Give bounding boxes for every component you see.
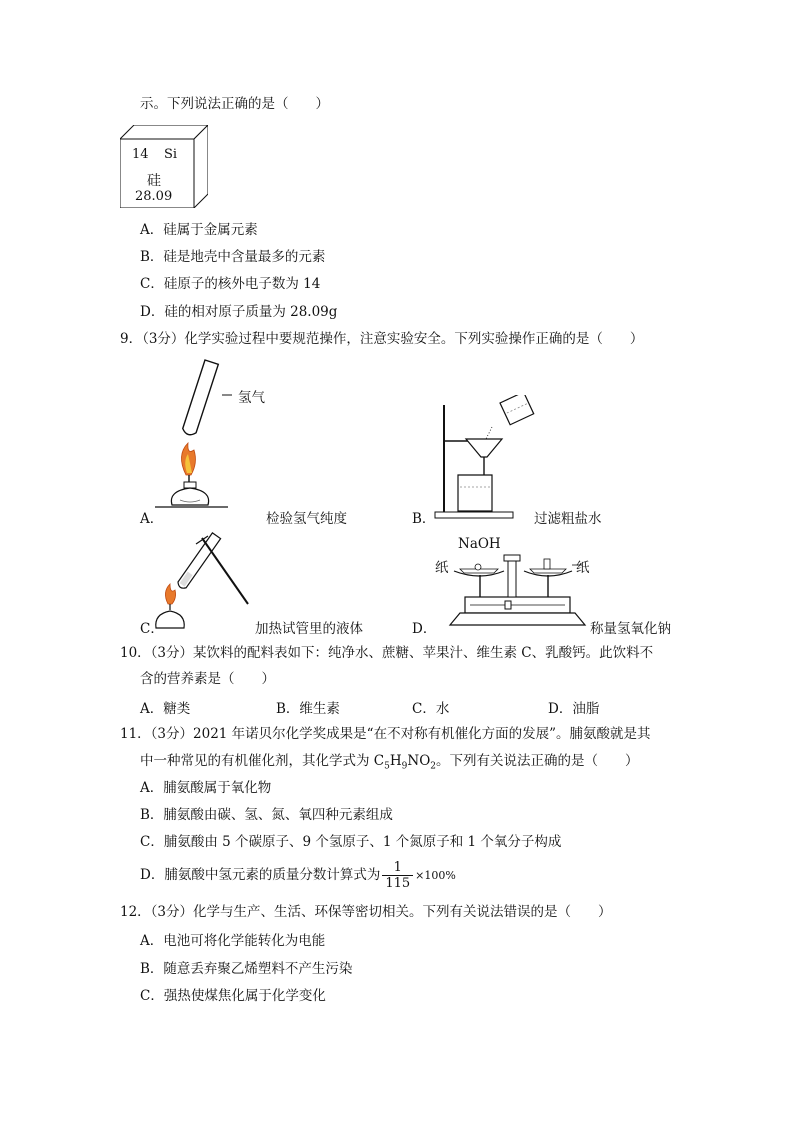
filtration-illustration — [430, 395, 540, 520]
q10-stem-line1: 10．（3分）某饮料的配料表如下：纯净水、蔗糖、苹果汁、维生素 C、乳酸钙。此饮料不 — [120, 645, 654, 661]
q10-stem-line2: 含的营养素是（ ） — [140, 671, 275, 687]
q11-stem-line1: 11．（3分）2021 年诺贝尔化学奖成果是“在不对称有机催化方面的发展”。脯氨酸就是其 — [120, 726, 651, 742]
q9-option-d-letter: D． — [412, 621, 437, 637]
element-symbol: Si — [164, 147, 178, 162]
q8-option-b: B．硅是地壳中含量最多的元素 — [140, 249, 326, 265]
element-name: 硅 — [147, 173, 161, 189]
q9-option-c-letter: C． — [140, 621, 164, 637]
paper-label-left: 纸 — [435, 560, 449, 576]
balance-illustration — [440, 545, 590, 630]
hydrogen-label: 氢气 — [238, 390, 265, 406]
q11-option-b: B．脯氨酸由碳、氢、氮、氧四种元素组成 — [140, 807, 393, 823]
element-mass: 28.09 — [135, 189, 173, 204]
q10-option-a: A．糖类 — [140, 701, 191, 717]
q11-option-c: C．脯氨酸由 5 个碳原子、9 个氢原子、1 个氮原子和 1 个氧分子构成 — [140, 834, 562, 850]
q11-option-a: A．脯氨酸属于氧化物 — [140, 780, 272, 796]
q9-option-b-letter: B． — [412, 511, 436, 527]
q8-option-d: D．硅的相对原子质量为 28.09g — [140, 304, 338, 320]
q11-stem-line2: 中一种常见的有机催化剂，其化学式为 $C_5H_9NO_2$。下列有关说法正确的是（ ） — [140, 753, 639, 772]
q9-stem: 9．（3分）化学实验过程中要规范操作，注意实验安全。下列实验操作正确的是（ ） — [120, 331, 644, 347]
hydrogen-test-illustration — [150, 355, 290, 520]
q10-option-c: C．水 — [412, 701, 450, 717]
q10-option-d: D．油脂 — [548, 701, 600, 717]
q8-stem-continuation: 示。下列说法正确的是（ ） — [140, 96, 329, 112]
q9-option-b-caption: 过滤粗盐水 — [534, 511, 602, 527]
mass-fraction: $\frac{1}{115}$ — [382, 860, 413, 891]
heating-tube-illustration — [150, 532, 260, 632]
q10-option-b: B．维生素 — [276, 701, 340, 717]
q12-option-a: A．电池可将化学能转化为电能 — [140, 933, 326, 949]
q9-option-c-caption: 加热试管里的液体 — [255, 621, 363, 637]
q12-option-c: C．强热使煤焦化属于化学变化 — [140, 988, 326, 1004]
q9-option-a-letter: A． — [140, 511, 164, 527]
q8-option-a: A．硅属于金属元素 — [140, 222, 258, 238]
q8-option-c: C．硅原子的核外电子数为 14 — [140, 276, 321, 292]
q9-option-d-caption: 称量氢氧化钠 — [590, 621, 671, 637]
silicon-element-cell — [120, 125, 208, 208]
q12-stem: 12．（3分）化学与生产、生活、环保等密切相关。下列有关说法错误的是（ ） — [120, 904, 612, 920]
q11-option-d: D．脯氨酸中氢元素的质量分数计算式为 $\frac{1}{115}$ ×100% — [140, 860, 456, 891]
q9-option-a-caption: 检验氢气纯度 — [266, 511, 347, 527]
q12-option-b: B．随意丢弃聚乙烯塑料不产生污染 — [140, 961, 353, 977]
paper-label-right: 纸 — [576, 560, 590, 576]
element-number: 14 — [132, 147, 149, 162]
naoh-label: NaOH — [458, 536, 501, 552]
